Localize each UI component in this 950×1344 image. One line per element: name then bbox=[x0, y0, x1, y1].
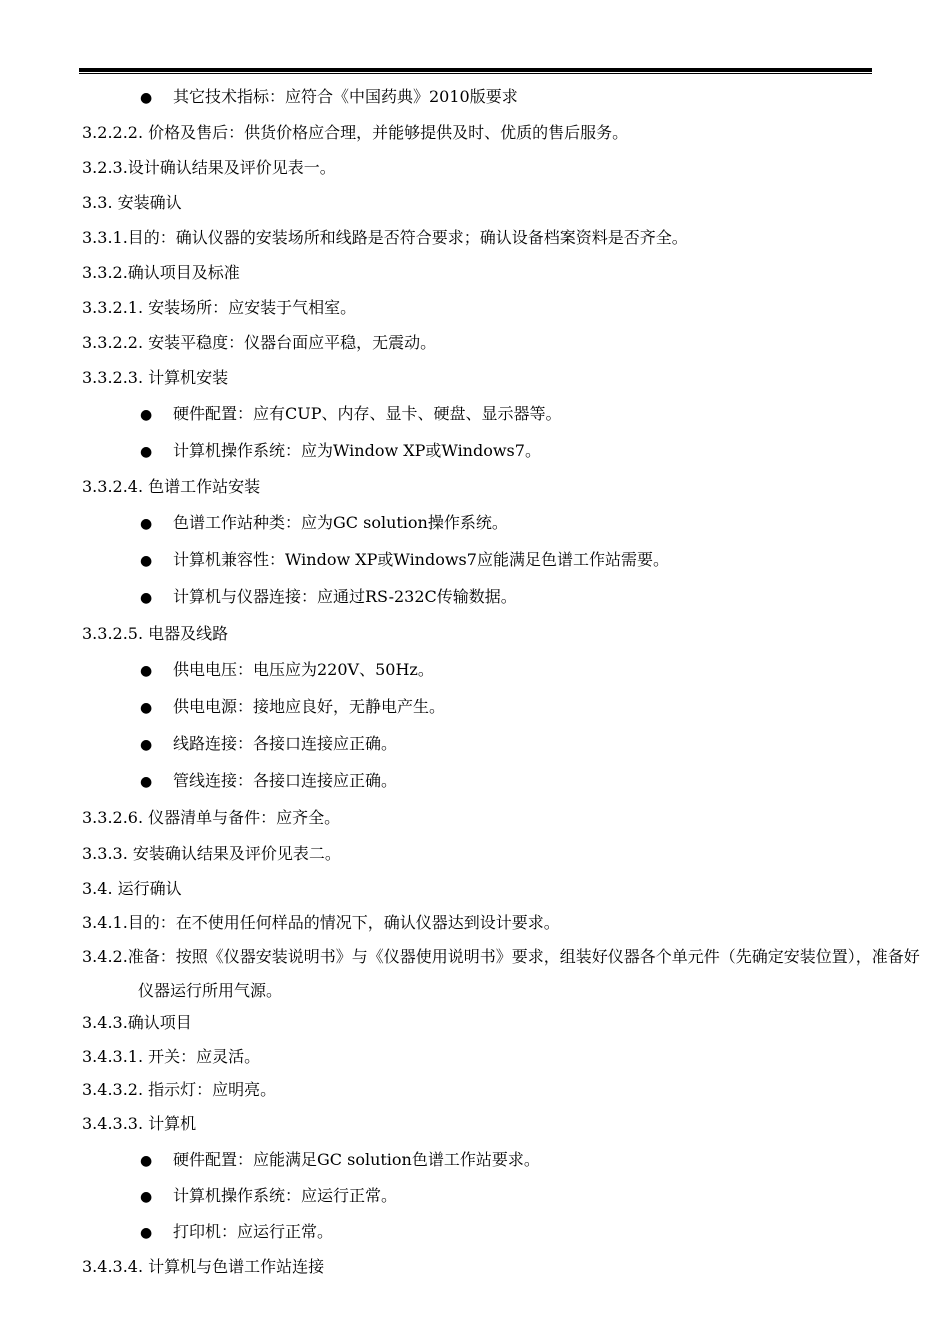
bullet-item: ● 计算机操作系统：应运行正常。 bbox=[140, 1186, 398, 1205]
text-line: 3.2.3.设计确认结果及评价见表一。 bbox=[82, 158, 336, 177]
text-line: 3.3.2.1. 安装场所：应安装于气相室。 bbox=[82, 298, 357, 317]
text-line: 3.4.3.1. 开关：应灵活。 bbox=[82, 1047, 261, 1066]
section-heading: 3.3. 安装确认 bbox=[82, 193, 182, 212]
header-rule-thick bbox=[79, 68, 872, 72]
bullet-icon: ● bbox=[140, 516, 153, 532]
text-line: 3.3.2.2. 安装平稳度：仪器台面应平稳，无震动。 bbox=[82, 333, 437, 352]
bullet-item: ● 其它技术指标：应符合《中国药典》2010版要求 bbox=[140, 87, 518, 106]
bullet-icon: ● bbox=[140, 553, 153, 569]
bullet-icon: ● bbox=[140, 1153, 153, 1169]
bullet-icon: ● bbox=[140, 1189, 153, 1205]
bullet-item: ● 打印机：应运行正常。 bbox=[140, 1222, 334, 1241]
bullet-item: ● 供电电源：接地应良好，无静电产生。 bbox=[140, 697, 446, 716]
bullet-icon: ● bbox=[140, 774, 153, 790]
subsection-heading: 3.4.3.4. 计算机与色谱工作站连接 bbox=[82, 1257, 325, 1276]
subsection-heading: 3.3.2.4. 色谱工作站安装 bbox=[82, 477, 261, 496]
bullet-icon: ● bbox=[140, 590, 153, 606]
subsection-heading: 3.3.2.确认项目及标准 bbox=[82, 263, 240, 282]
text-line: 3.3.3. 安装确认结果及评价见表二。 bbox=[82, 844, 341, 863]
bullet-icon: ● bbox=[140, 407, 153, 423]
bullet-icon: ● bbox=[140, 737, 153, 753]
bullet-item: ● 硬件配置：应有CUP、内存、显卡、硬盘、显示器等。 bbox=[140, 404, 562, 423]
bullet-icon: ● bbox=[140, 1225, 153, 1241]
bullet-item: ● 计算机与仪器连接：应通过RS-232C传输数据。 bbox=[140, 587, 517, 606]
subsection-heading: 3.3.2.3. 计算机安装 bbox=[82, 368, 229, 387]
subsection-heading: 3.3.2.5. 电器及线路 bbox=[82, 624, 229, 643]
bullet-item: ● 硬件配置：应能满足GC solution色谱工作站要求。 bbox=[140, 1150, 540, 1169]
subsection-heading: 3.4.3.3. 计算机 bbox=[82, 1114, 197, 1133]
bullet-icon: ● bbox=[140, 663, 153, 679]
text-paragraph: 3.4.2.准备：按照《仪器安装说明书》与《仪器使用说明书》要求，组装好仪器各个单元件（先确定安装位置），准备好仪器运行所用气源。 bbox=[82, 947, 920, 1000]
text-line: 3.3.2.6. 仪器清单与备件：应齐全。 bbox=[82, 808, 341, 827]
text-line: 3.3.1.目的：确认仪器的安装场所和线路是否符合要求；确认设备档案资料是否齐全。 bbox=[82, 228, 688, 247]
section-heading: 3.4. 运行确认 bbox=[82, 879, 182, 898]
subsection-heading: 3.4.3.确认项目 bbox=[82, 1013, 192, 1032]
bullet-icon: ● bbox=[140, 700, 153, 716]
bullet-icon: ● bbox=[140, 444, 153, 460]
bullet-item: ● 供电电压：电压应为220V、50Hz。 bbox=[140, 660, 434, 679]
bullet-item: ● 计算机兼容性：Window XP或Windows7应能满足色谱工作站需要。 bbox=[140, 550, 669, 569]
text-line: 3.4.1.目的：在不使用任何样品的情况下，确认仪器达到设计要求。 bbox=[82, 913, 560, 932]
bullet-item: ● 管线连接：各接口连接应正确。 bbox=[140, 771, 398, 790]
bullet-item: ● 计算机操作系统：应为Window XP或Windows7。 bbox=[140, 441, 541, 460]
bullet-item: ● 色谱工作站种类：应为GC solution操作系统。 bbox=[140, 513, 508, 532]
bullet-icon: ● bbox=[140, 90, 153, 106]
text-line: 3.2.2.2. 价格及售后：供货价格应合理，并能够提供及时、优质的售后服务。 bbox=[82, 123, 629, 142]
bullet-item: ● 线路连接：各接口连接应正确。 bbox=[140, 734, 398, 753]
text-line: 3.4.3.2. 指示灯：应明亮。 bbox=[82, 1080, 277, 1099]
header-rule-thin bbox=[79, 73, 872, 74]
